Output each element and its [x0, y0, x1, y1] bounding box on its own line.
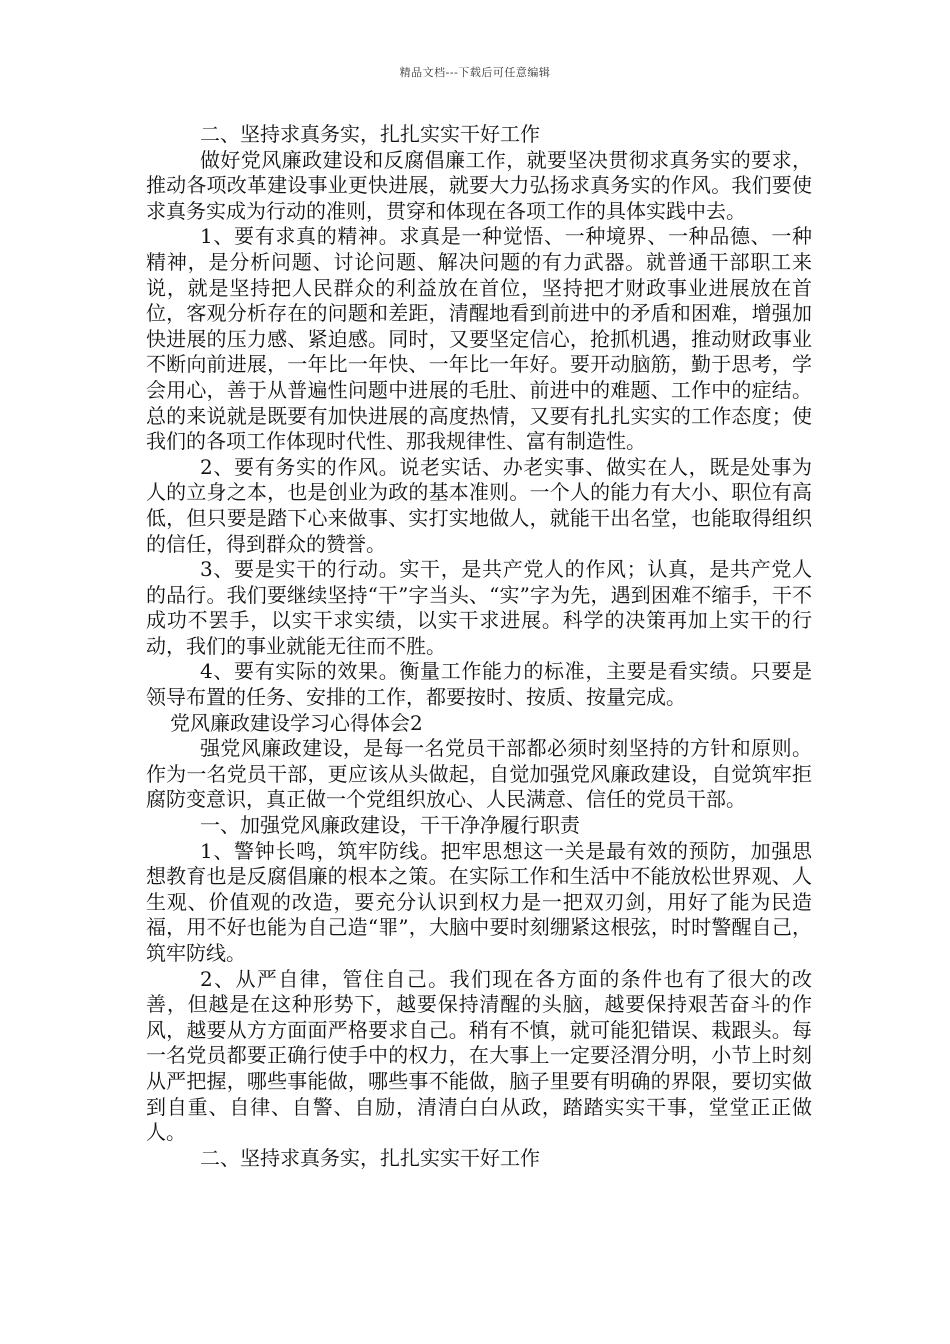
body-paragraph: 1、警钟长鸣，筑牢防线。把牢思想这一关是最有效的预防，加强思想教育也是反腐倡廉的根本之策。在实际工作和生活中不能放松世界观、人生观、价值观的改造，要充分认识到权力是一把双刃剑，用好了能为民造福，用不好也能为自己造“罪”，大脑中要时刻绷紧这根弦，时时警醒自己，筑牢防线。 [146, 838, 812, 965]
body-paragraph: 强党风廉政建设，是每一名党员干部都必须时刻坚持的方针和原则。作为一名党员干部，更应该从头做起，自觉加强党风廉政建设，自觉筑牢拒腐防变意识，真正做一个党组织放心、人民满意、信任的党员干部。 [146, 736, 812, 812]
body-paragraph: 做好党风廉政建设和反腐倡廉工作，就要坚决贯彻求真务实的要求，推动各项改革建设事业更快进展，就要大力弘扬求真务实的作风。我们要使求真务实成为行动的准则，贯穿和体现在各项工作的具体实践中去。 [146, 147, 812, 223]
body-paragraph: 2、从严自律，管住自己。我们现在各方面的条件也有了很大的改善，但越是在这种形势下，越要保持清醒的头脑，越要保持艰苦奋斗的作风，越要从方方面面严格要求自己。稍有不慎，就可能犯错误、栽跟头。每一名党员都要正确行使手中的权力，在大事上一定要泾渭分明，小节上时刻从严把握，哪些事能做，哪些事不能做，脑子里要有明确的界限，要切实做到自重、自律、自警、自励，清清白白从政，踏踏实实干事，堂堂正正做人。 [146, 966, 812, 1145]
body-paragraph: 1、要有求真的精神。求真是一种觉悟、一种境界、一种品德、一种精神，是分析问题、讨论问题、解决问题的有力武器。就普通干部职工来说，就是坚持把人民群众的利益放在首位，坚持把才财政事业进展放在首位，客观分析存在的问题和差距，清醒地看到前进中的矛盾和困难，增强加快进展的压力感、紧迫感。同时，又要坚定信心，抢抓机遇，推动财政事业不断向前进展，一年比一年快、一年比一年好。要开动脑筋，勤于思考，学会用心，善于从普遍性问题中进展的毛肚、前进中的难题、工作中的症结。总的来说就是既要有加快进展的高度热情，又要有扎扎实实的工作态度；使我们的各项工作体现时代性、那我规律性、富有制造性。 [146, 224, 812, 454]
section-heading: 二、坚持求真务实，扎扎实实干好工作 [200, 122, 540, 146]
article-subtitle: 党风廉政建设学习心得体会2 [170, 710, 423, 735]
body-paragraph: 2、要有务实的作风。说老实话、办老实事、做实在人，既是处事为人的立身之本，也是创业为政的基本准则。一个人的能力有大小、职位有高低，但只要是踏下心来做事、实打实地做人，就能干出名堂，也能取得组织的信任，得到群众的赞誉。 [146, 454, 812, 556]
page-header: 精品文档---下载后可任意编辑 [399, 66, 551, 79]
section-heading: 一、加强党风廉政建设，干干净净履行职责 [200, 813, 580, 838]
body-paragraph: 4、要有实际的效果。衡量工作能力的标准，主要是看实绩。只要是领导布置的任务、安排的工作，都要按时、按质、按量完成。 [146, 659, 812, 710]
section-heading: 二、坚持求真务实，扎扎实实干好工作 [200, 1145, 540, 1170]
body-paragraph: 3、要是实干的行动。实干，是共产党人的作风；认真，是共产党人的品行。我们要继续坚持“干”字当头、“实”字为先，遇到困难不缩手，干不成功不罢手，以实干求实绩，以实干求进展。科学的决策再加上实干的行动，我们的事业就能无往而不胜。 [146, 557, 812, 658]
document-body [146, 122, 812, 1171]
